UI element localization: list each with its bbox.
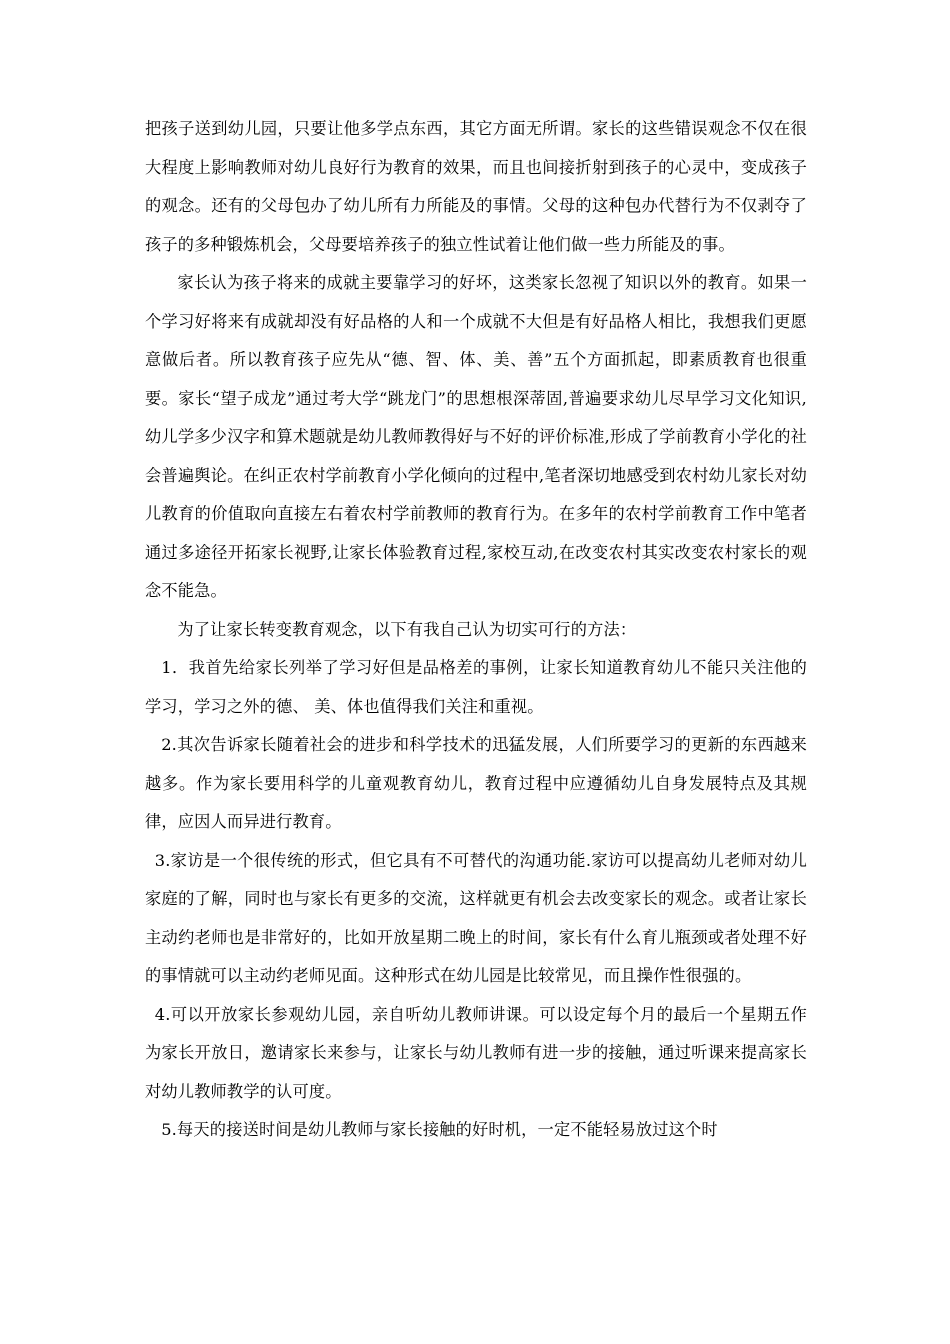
list-item-method-1: 1．我首先给家长列举了学习好但是品格差的事例，让家长知道教育幼儿不能只关注他的学习，学习之外的德、 美、体也值得我们关注和重视。 xyxy=(145,658,807,716)
list-item-method-3: 3.家访是一个很传统的形式，但它具有不可替代的沟通功能.家访可以提高幼儿老师对幼儿家庭的了解，同时也与家长有更多的交流，这样就更有机会去改变家长的观念。或者让家长主动约老师也是非常好的，比如开放星期二晚上的时间，家长有什么育儿瓶颈或者处理不好的事情就可以主动约老师见面。这种形式在幼儿园是比较常见，而且操作性很强的。 xyxy=(145,850,807,985)
document-page xyxy=(145,110,807,1150)
paragraph-parent-misconceptions: 把孩子送到幼儿园，只要让他多学点东西，其它方面无所谓。家长的这些错误观念不仅在很大程度上影响教师对幼儿良好行为教育的效果，而且也间接折射到孩子的心灵中，变成孩子的观念。还有的父母包办了幼儿所有力所能及的事情。父母的这种包办代替行为不仅剥夺了孩子的多种锻炼机会，父母要培养孩子的独立性试着让他们做一些力所能及的事。 xyxy=(145,119,807,254)
list-item-method-5: 5.每天的接送时间是幼儿教师与家长接触的好时机，一定不能轻易放过这个时 xyxy=(161,1120,718,1139)
paragraph-methods-intro: 为了让家长转变教育观念，以下有我自己认为切实可行的方法： xyxy=(177,619,637,639)
list-item-method-4: 4.可以开放家长参观幼儿园，亲自听幼儿教师讲课。可以设定每个月的最后一个星期五作为家长开放日，邀请家长来参与，让家长与幼儿教师有进一步的接触，通过听课来提高家长对幼儿教师教学的认可度。 xyxy=(145,1004,807,1101)
paragraph-learning-focus: 家长认为孩子将来的成就主要靠学习的好坏，这类家长忽视了知识以外的教育。如果一个学习好将来有成就却没有好品格的人和一个成就不大但是有好品格人相比，我想我们更愿意做后者。所以教育孩子应先从“德、智、体、美、善”五个方面抓起，即素质教育也很重要。家长“望子成龙”通过考大学“跳龙门”的思想根深蒂固,普遍要求幼儿尽早学习文化知识,幼儿学多少汉字和算术题就是幼儿教师教得好与不好的评价标准,形成了学前教育小学化的社会普遍舆论。在纠正农村学前教育小学化倾向的过程中,笔者深切地感受到农村幼儿家长对幼儿教育的价值取向直接左右着农村学前教师的教育行为。在多年的农村学前教育工作中笔者通过多途径开拓家长视野,让家长体验教育过程,家校互动,在改变农村其实改变农村家长的观念不能急。 xyxy=(145,273,807,600)
list-item-method-2: 2.其次告诉家长随着社会的进步和科学技术的迅猛发展，人们所要学习的更新的东西越来越多。作为家长要用科学的儿童观教育幼儿，教育过程中应遵循幼儿自身发展特点及其规律，应因人而异进行教育。 xyxy=(145,735,807,831)
